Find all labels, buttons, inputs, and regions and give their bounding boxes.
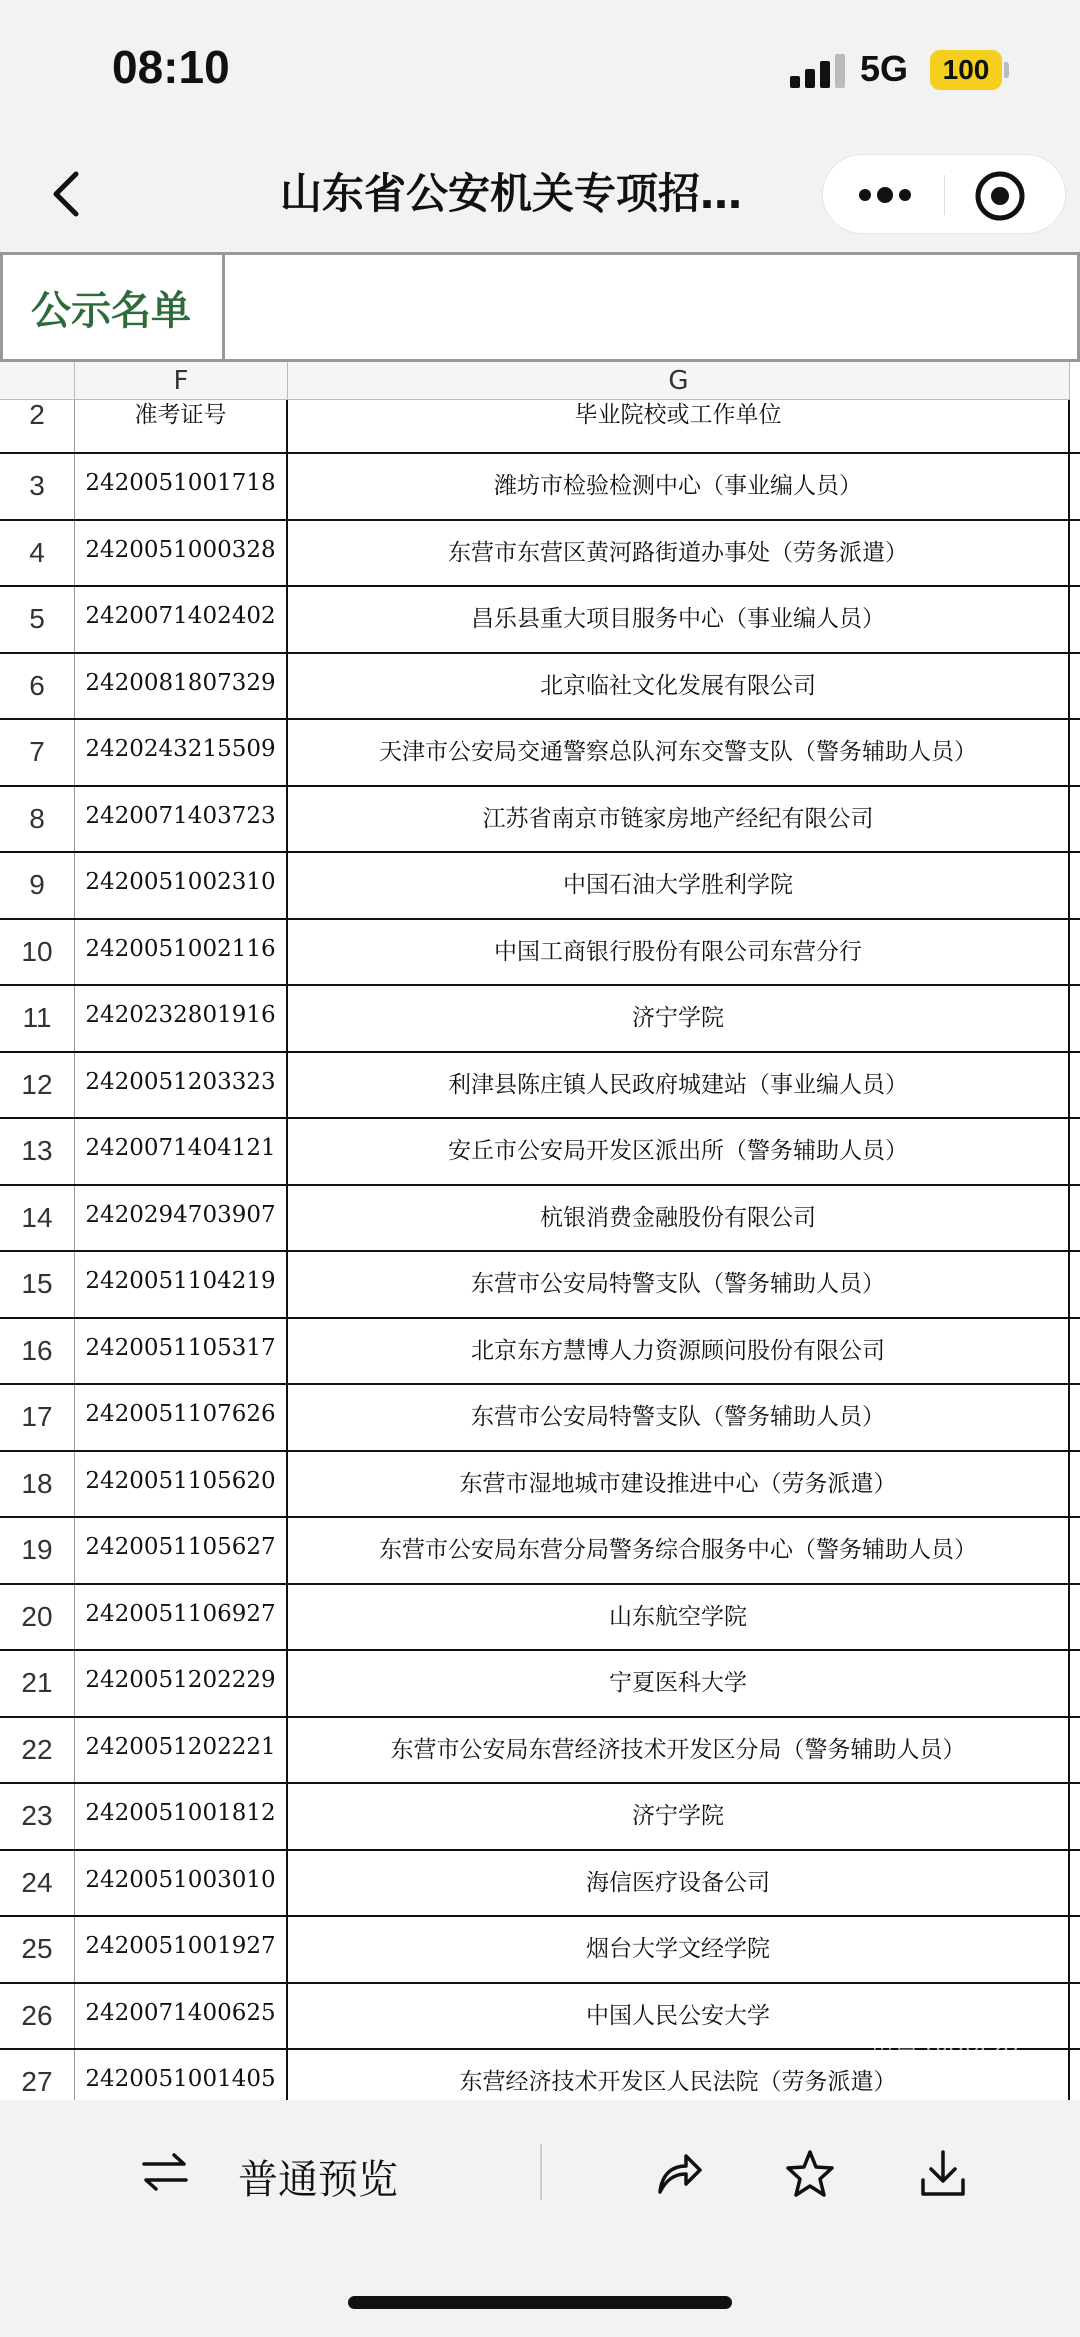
cell-exam-number[interactable]: 2420071403723 [75, 787, 288, 852]
cell-workplace[interactable]: 江苏省南京市链家房地产经纪有限公司 [288, 787, 1070, 852]
cell-workplace[interactable]: 安丘市公安局开发区派出所（警务辅助人员） [288, 1119, 1070, 1184]
cell-exam-number[interactable]: 2420071402402 [75, 587, 288, 652]
cell-workplace[interactable]: 济宁学院 [288, 1784, 1070, 1849]
cell-workplace[interactable]: 济宁学院 [288, 986, 1070, 1051]
sheet-tab-label: 公示名单 [31, 288, 191, 334]
cell-exam-number[interactable]: 2420051104219 [75, 1252, 288, 1317]
cell-exam-number[interactable]: 2420071404121 [75, 1119, 288, 1184]
table-row[interactable] [0, 787, 1080, 854]
cell-workplace[interactable]: 东营市公安局东营分局警务综合服务中心（警务辅助人员） [288, 1518, 1070, 1583]
row-number: 9 [0, 853, 75, 918]
corner-header [0, 362, 75, 400]
cell-exam-number[interactable]: 2420051105620 [75, 1452, 288, 1517]
sheet-tab[interactable] [3, 255, 225, 359]
cell-exam-number[interactable]: 2420051001927 [75, 1917, 288, 1982]
cell-exam-number[interactable]: 2420051106927 [75, 1585, 288, 1650]
status-bar [0, 0, 1080, 140]
cell-exam-number[interactable]: 2420051107626 [75, 1385, 288, 1450]
table-row[interactable] [0, 1053, 1080, 1120]
table-row[interactable] [0, 521, 1080, 588]
row-number: 20 [0, 1585, 75, 1650]
cell-workplace[interactable]: 潍坊市检验检测中心（事业编人员） [288, 454, 1070, 519]
row-number: 13 [0, 1119, 75, 1184]
nav-bar [0, 140, 1080, 252]
table-row[interactable] [0, 1651, 1080, 1718]
cell-workplace[interactable]: 东营市东营区黄河路街道办事处（劳务派遣） [288, 521, 1070, 586]
cell-workplace[interactable]: 东营市湿地城市建设推进中心（劳务派遣） [288, 1452, 1070, 1517]
watermark: 草料二维码 [815, 1993, 995, 2033]
cell-workplace[interactable]: 中国工商银行股份有限公司东营分行 [288, 920, 1070, 985]
table-row[interactable] [0, 1452, 1080, 1519]
cell-exam-number[interactable]: 2420071400625 [75, 1984, 288, 2049]
cell-workplace[interactable]: 利津县陈庄镇人民政府城建站（事业编人员） [288, 1053, 1070, 1118]
cell-workplace[interactable]: 中国人民公安大学 [288, 1984, 1070, 2049]
battery-tip [1004, 62, 1009, 78]
table-row[interactable] [0, 1917, 1080, 1984]
row-number: 17 [0, 1385, 75, 1450]
cell-workplace[interactable]: 东营市公安局东营经济技术开发区分局（警务辅助人员） [288, 1718, 1070, 1783]
table-row[interactable] [0, 1585, 1080, 1652]
row-number: 21 [0, 1651, 75, 1716]
row-number: 16 [0, 1319, 75, 1384]
table-row[interactable] [0, 1119, 1080, 1186]
row-number: 23 [0, 1784, 75, 1849]
preview-mode-label[interactable]: 普通预览 [238, 2157, 398, 2203]
more-icon[interactable] [853, 175, 917, 215]
switch-icon[interactable] [140, 2152, 190, 2192]
row-number: 7 [0, 720, 75, 785]
home-indicator [348, 2296, 732, 2309]
battery-icon: 100 [930, 50, 1002, 90]
cell-workplace[interactable]: 昌乐县重大项目服务中心（事业编人员） [288, 587, 1070, 652]
table-row[interactable] [0, 1319, 1080, 1386]
mini-program-capsule [822, 154, 1066, 234]
cell-workplace[interactable]: 北京东方慧博人力资源顾问股份有限公司 [288, 1319, 1070, 1384]
table-row[interactable] [0, 1784, 1080, 1851]
cell-workplace[interactable]: 东营市公安局特警支队（警务辅助人员） [288, 1252, 1070, 1317]
table-row[interactable] [0, 1252, 1080, 1319]
close-target-icon[interactable] [973, 169, 1027, 223]
cell-workplace[interactable]: 中国石油大学胜利学院 [288, 853, 1070, 918]
cell-exam-number[interactable]: 2420294703907 [75, 1186, 288, 1251]
cell-exam-number[interactable]: 准考证号 [75, 400, 288, 452]
network-type: 5G [860, 48, 909, 89]
cell-exam-number[interactable]: 2420051003010 [75, 1851, 288, 1916]
row-number: 4 [0, 521, 75, 586]
cell-workplace[interactable]: 天津市公安局交通警察总队河东交警支队（警务辅助人员） [288, 720, 1070, 785]
cell-workplace[interactable]: 东营经济技术开发区人民法院（劳务派遣） [288, 2050, 1070, 2100]
row-number: 10 [0, 920, 75, 985]
status-time: 08:10 [112, 41, 230, 93]
table-row[interactable] [0, 654, 1080, 721]
table-row[interactable] [0, 1385, 1080, 1452]
cell-workplace[interactable]: 山东航空学院 [288, 1585, 1070, 1650]
cell-exam-number[interactable]: 2420051105317 [75, 1319, 288, 1384]
row-number: 11 [0, 986, 75, 1051]
row-number: 19 [0, 1518, 75, 1583]
row-number: 26 [0, 1984, 75, 2049]
table-row[interactable] [0, 1718, 1080, 1785]
row-number: 12 [0, 1053, 75, 1118]
cell-workplace[interactable]: 毕业院校或工作单位 [288, 400, 1070, 452]
table-row[interactable] [0, 1186, 1080, 1253]
table-row[interactable] [0, 853, 1080, 920]
table-row[interactable] [0, 400, 1080, 454]
row-number: 5 [0, 587, 75, 652]
cell-exam-number[interactable]: 2420051002116 [75, 920, 288, 985]
table-row[interactable] [0, 986, 1080, 1053]
share-icon[interactable] [654, 2148, 704, 2198]
spreadsheet[interactable] [0, 362, 1080, 2100]
column-header-g[interactable]: G [288, 362, 1070, 400]
cell-exam-number[interactable]: 2420081807329 [75, 654, 288, 719]
cell-exam-number[interactable]: 2420232801916 [75, 986, 288, 1051]
cell-exam-number[interactable]: 2420051002310 [75, 853, 288, 918]
table-row[interactable] [0, 920, 1080, 987]
cell-exam-number[interactable]: 2420051203323 [75, 1053, 288, 1118]
page-title: 山东省公安机关专项招… [280, 169, 743, 218]
row-number: 24 [0, 1851, 75, 1916]
cell-exam-number[interactable]: 2420051202229 [75, 1651, 288, 1716]
row-number: 15 [0, 1252, 75, 1317]
cell-workplace[interactable]: 烟台大学文经学院 [288, 1917, 1070, 1982]
cell-exam-number[interactable]: 2420051202221 [75, 1718, 288, 1783]
row-number: 14 [0, 1186, 75, 1251]
cell-exam-number[interactable]: 2420051001718 [75, 454, 288, 519]
cell-workplace[interactable]: 海信医疗设备公司 [288, 1851, 1070, 1916]
table-row[interactable] [0, 1851, 1080, 1918]
cell-exam-number[interactable]: 2420051001405 [75, 2050, 288, 2100]
row-number: 25 [0, 1917, 75, 1982]
back-icon[interactable] [40, 164, 100, 224]
row-number: 18 [0, 1452, 75, 1517]
cell-exam-number[interactable]: 2420051105627 [75, 1518, 288, 1583]
row-number: 27 [0, 2050, 75, 2100]
download-icon[interactable] [918, 2148, 968, 2198]
row-number: 3 [0, 454, 75, 519]
row-number: 8 [0, 787, 75, 852]
toolbar-divider [540, 2144, 542, 2200]
cell-exam-number[interactable]: 2420243215509 [75, 720, 288, 785]
cell-workplace[interactable]: 北京临社文化发展有限公司 [288, 654, 1070, 719]
star-icon[interactable] [784, 2148, 836, 2200]
cell-workplace[interactable]: 杭银消费金融股份有限公司 [288, 1186, 1070, 1251]
watermark-sub: 用户 04A420 [870, 2036, 1019, 2064]
capsule-divider [944, 175, 945, 215]
table-row[interactable] [0, 720, 1080, 787]
signal-icon [790, 52, 846, 88]
column-header-f[interactable]: F [75, 362, 288, 400]
row-number: 6 [0, 654, 75, 719]
table-row[interactable] [0, 1518, 1080, 1585]
sheet-tab-bar [0, 252, 1080, 362]
cell-exam-number[interactable]: 2420051001812 [75, 1784, 288, 1849]
row-number: 2 [0, 400, 75, 452]
table-row[interactable] [0, 587, 1080, 654]
row-number: 22 [0, 1718, 75, 1783]
cell-exam-number[interactable]: 2420051000328 [75, 521, 288, 586]
cell-workplace[interactable]: 宁夏医科大学 [288, 1651, 1070, 1716]
cell-workplace[interactable]: 东营市公安局特警支队（警务辅助人员） [288, 1385, 1070, 1450]
table-row[interactable] [0, 454, 1080, 521]
